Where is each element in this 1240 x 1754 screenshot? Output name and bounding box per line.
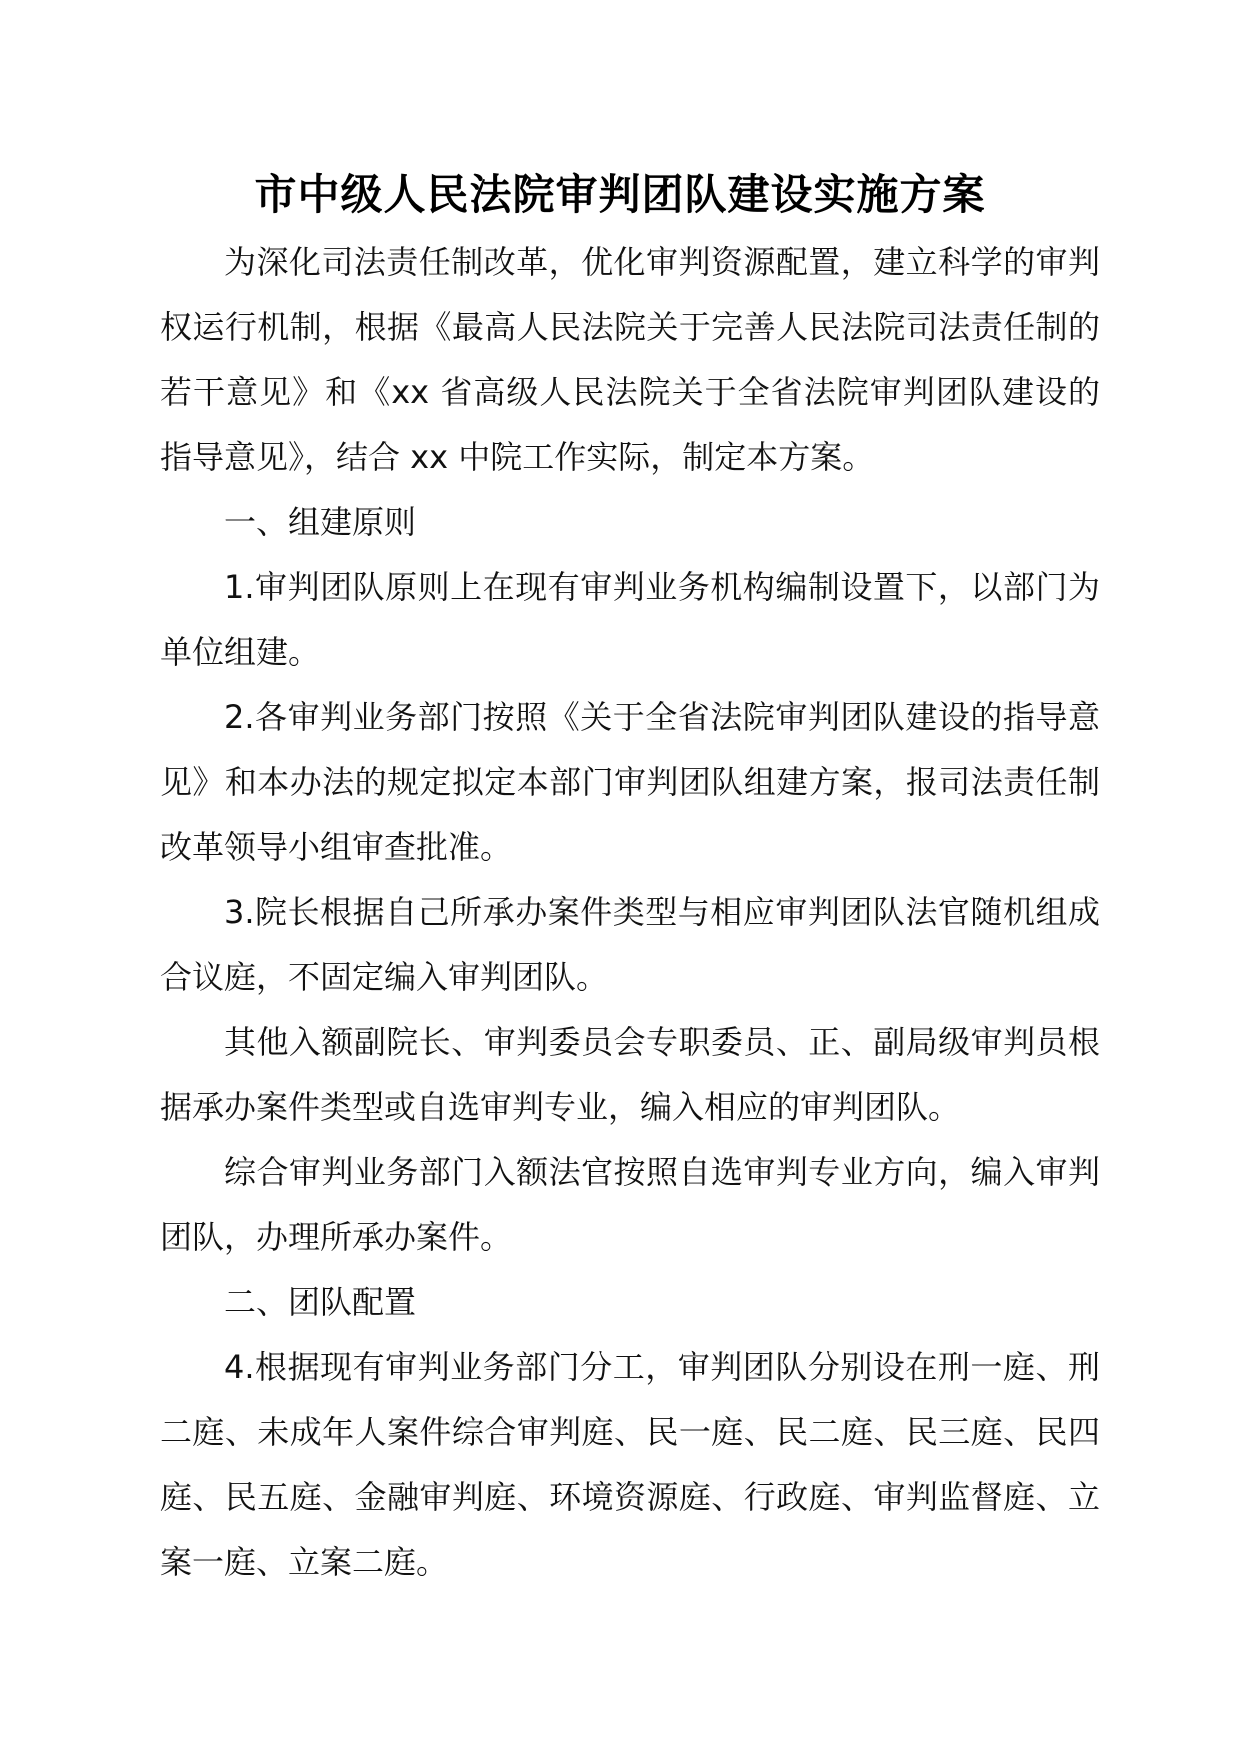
document-body [160, 230, 1100, 1595]
section-heading-configuration: 二、团队配置 [224, 1283, 417, 1321]
paragraph-item-3: 3.院长根据自己所承办案件类型与相应审判团队法官随机组成合议庭，不固定编入审判团队。 [160, 893, 1100, 996]
paragraph-item-4: 4.根据现有审判业务部门分工，审判团队分别设在刑一庭、刑二庭、未成年人案件综合审判庭、民一庭、民二庭、民三庭、民四庭、民五庭、金融审判庭、环境资源庭、行政庭、审判监督庭、立案一庭、立案二庭。 [160, 1348, 1100, 1581]
paragraph-item-2: 2.各审判业务部门按照《关于全省法院审判团队建设的指导意见》和本办法的规定拟定本部门审判团队组建方案，报司法责任制改革领导小组审查批准。 [160, 698, 1100, 866]
document-title: 市中级人民法院审判团队建设实施方案 [254, 170, 986, 219]
paragraph-item-1: 1.审判团队原则上在现有审判业务机构编制设置下，以部门为单位组建。 [160, 568, 1100, 671]
section-heading-principles: 一、组建原则 [224, 503, 417, 541]
paragraph-comprehensive-judges: 综合审判业务部门入额法官按照自选审判专业方向，编入审判团队，办理所承办案件。 [160, 1153, 1100, 1256]
paragraph-intro: 为深化司法责任制改革，优化审判资源配置，建立科学的审判权运行机制，根据《最高人民法院关于完善人民法院司法责任制的若干意见》和《xx 省高级人民法院关于全省法院审判团队建设的指导意见》，结合 xx 中院工作实际，制定本方案。 [160, 243, 1100, 476]
paragraph-other-judges: 其他入额副院长、审判委员会专职委员、正、副局级审判员根据承办案件类型或自选审判专业，编入相应的审判团队。 [160, 1023, 1100, 1126]
